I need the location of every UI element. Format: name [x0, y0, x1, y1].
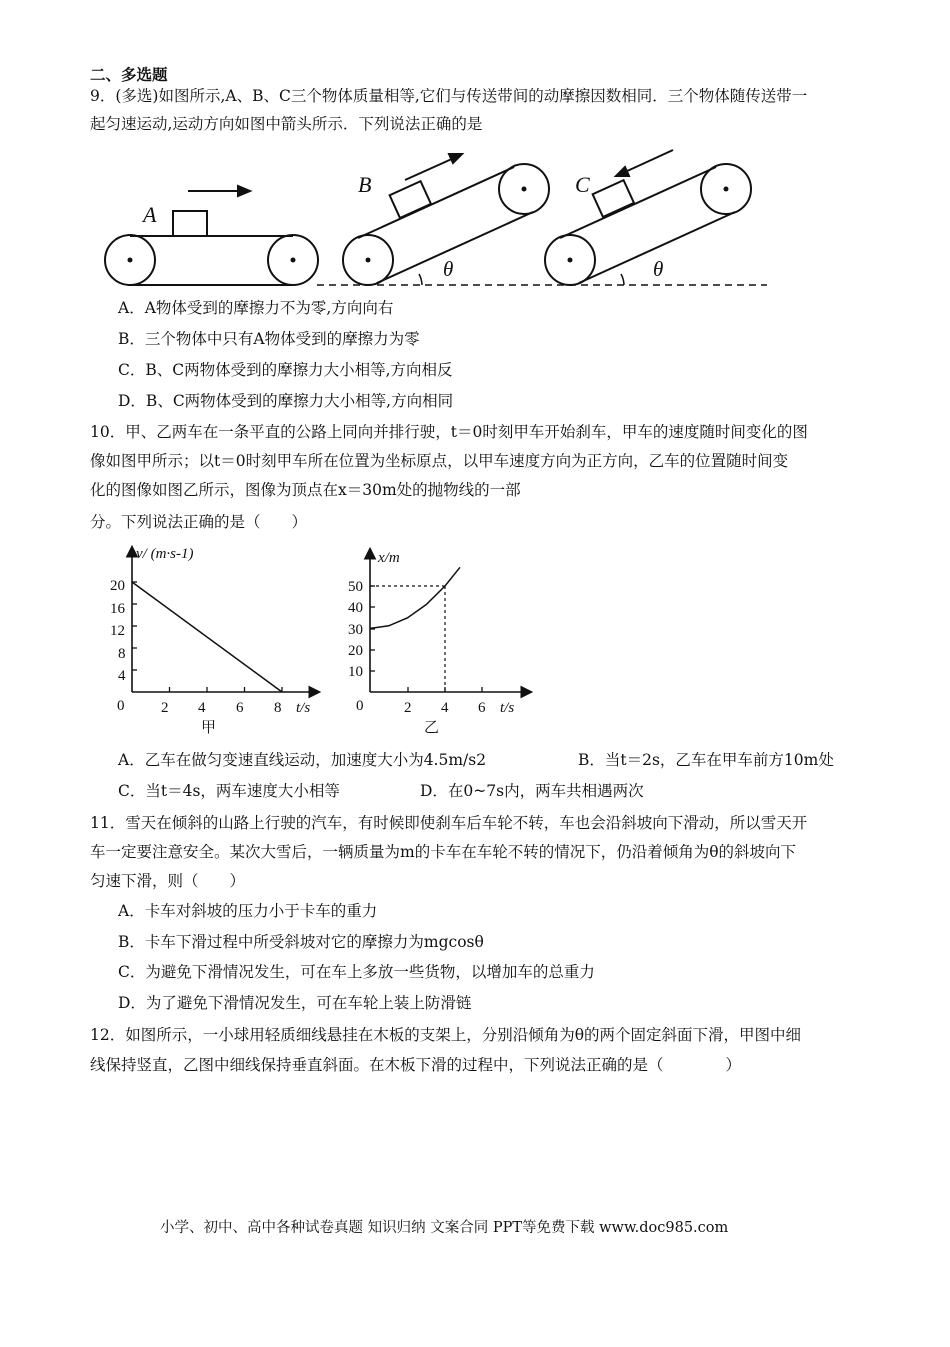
q10-option-a[interactable]: A．乙车在做匀变速直线运动，加速度大小为4.5m/s2 [118, 751, 487, 769]
yi-ytick-10: 10 [348, 664, 363, 680]
yi-xlabel: t/s [500, 700, 515, 716]
q11-stem-line2: 车一定要注意安全。某次大雪后，一辆质量为m的卡车在车轮不转的情况下，仍沿着倾角为θ的斜坡向下 [90, 843, 797, 861]
yi-ylabel: x/m [378, 550, 400, 566]
graph-jia [100, 542, 330, 742]
block-b [390, 181, 431, 218]
q9-option-a[interactable]: A．A物体受到的摩擦力不为零,方向向右 [118, 299, 394, 317]
q9-option-b[interactable]: B．三个物体中只有A物体受到的摩擦力为零 [118, 330, 420, 348]
yi-caption: 乙 [424, 720, 440, 736]
jia-ytick-16: 16 [110, 601, 125, 617]
label-c: C [575, 172, 590, 197]
jia-xtick-6: 6 [236, 700, 244, 716]
angle-arc-c [621, 274, 624, 285]
q11-option-d[interactable]: D．为了避免下滑情况发生，可在车轮上装上防滑链 [118, 994, 472, 1012]
arrow-c [625, 150, 673, 172]
q10-option-d[interactable]: D．在0~7s内，两车共相遇两次 [420, 782, 644, 800]
q11-option-a[interactable]: A．卡车对斜坡的压力小于卡车的重力 [118, 902, 378, 920]
yi-series-curve [370, 567, 460, 628]
jia-xlabel: t/s [296, 700, 311, 716]
jia-ylabel: v/ (m·s-1) [136, 546, 194, 562]
q9-option-c[interactable]: C．B、C两物体受到的摩擦力大小相等,方向相反 [118, 361, 453, 379]
q11-stem-line3: 匀速下滑，则（ ） [90, 872, 246, 890]
conveyor-a [105, 235, 318, 285]
q11-option-b[interactable]: B．卡车下滑过程中所受斜坡对它的摩擦力为mgcosθ [118, 933, 484, 951]
q10-stem-line4: 分。下列说法正确的是（ ） [90, 513, 308, 531]
angle-arc-b [419, 274, 422, 285]
jia-ytick-8: 8 [118, 646, 126, 662]
q9-conveyor-figure [95, 148, 775, 293]
label-a: A [143, 202, 157, 227]
label-b: B [358, 172, 372, 197]
q11-option-c[interactable]: C．为避免下滑情况发生，可在车上多放一些货物，以增加车的总重力 [118, 963, 595, 981]
label-theta-b: θ [443, 257, 454, 281]
jia-ytick-12: 12 [110, 623, 125, 639]
jia-ytick-4: 4 [118, 668, 126, 684]
q9-stem-line2: 起匀速运动,运动方向如图中箭头所示．下列说法正确的是 [90, 115, 483, 133]
jia-xtick-8: 8 [274, 700, 282, 716]
jia-origin: 0 [117, 698, 125, 714]
section-title: 二、多选题 [90, 65, 168, 84]
jia-ytick-20: 20 [110, 578, 125, 594]
q11-stem-line1: 11．雪天在倾斜的山路上行驶的汽车，有时候即使刹车后车轮不转，车也会沿斜坡向下滑动，所以雪天开 [90, 814, 808, 832]
yi-xtick-6: 6 [478, 700, 486, 716]
yi-ytick-40: 40 [348, 600, 363, 616]
q9-stem-line1: 9．(多选)如图所示,A、B、C三个物体质量相等,它们与传送带间的动摩擦因数相同．三个物体随传送带一 [90, 87, 808, 105]
q10-option-b[interactable]: B．当t＝2s，乙车在甲车前方10m处 [578, 751, 834, 769]
block-a [173, 211, 207, 236]
yi-ytick-50: 50 [348, 579, 363, 595]
page-footer: 小学、初中、高中各种试卷真题 知识归纳 文案合同 PPT等免费下载 www.doc985.com [160, 1220, 729, 1236]
q10-stem-line1: 10．甲、乙两车在一条平直的公路上同向并排行驶，t＝0时刻甲车开始刹车，甲车的速度随时间变化的图 [90, 423, 808, 441]
jia-xtick-4: 4 [198, 700, 206, 716]
q10-stem-line2: 像如图甲所示；以t＝0时刻甲车所在位置为坐标原点，以甲车速度方向为正方向，乙车的位置随时间变 [90, 452, 789, 470]
yi-origin: 0 [356, 698, 364, 714]
yi-xtick-4: 4 [441, 700, 449, 716]
q10-stem-line3: 化的图像如图乙所示，图像为顶点在x＝30m处的抛物线的一部 [90, 481, 521, 499]
q12-stem-line2: 线保持竖直，乙图中细线保持垂直斜面。在木板下滑的过程中，下列说法正确的是（ ） [90, 1056, 742, 1074]
jia-caption: 甲 [201, 720, 217, 736]
q10-option-c[interactable]: C．当t＝4s，两车速度大小相等 [118, 782, 340, 800]
label-theta-c: θ [653, 257, 664, 281]
q9-option-d[interactable]: D．B、C两物体受到的摩擦力大小相等,方向相同 [118, 392, 454, 410]
yi-ytick-20: 20 [348, 643, 363, 659]
jia-xtick-2: 2 [161, 700, 169, 716]
q12-stem-line1: 12．如图所示，一小球用轻质细线悬挂在木板的支架上，分别沿倾角为θ的两个固定斜面下滑，甲图中细 [90, 1026, 802, 1044]
arrow-b [405, 158, 454, 180]
block-c [593, 180, 634, 217]
jia-series-line [132, 582, 282, 692]
yi-ytick-30: 30 [348, 622, 363, 638]
yi-xtick-2: 2 [404, 700, 412, 716]
graph-yi [340, 542, 540, 742]
